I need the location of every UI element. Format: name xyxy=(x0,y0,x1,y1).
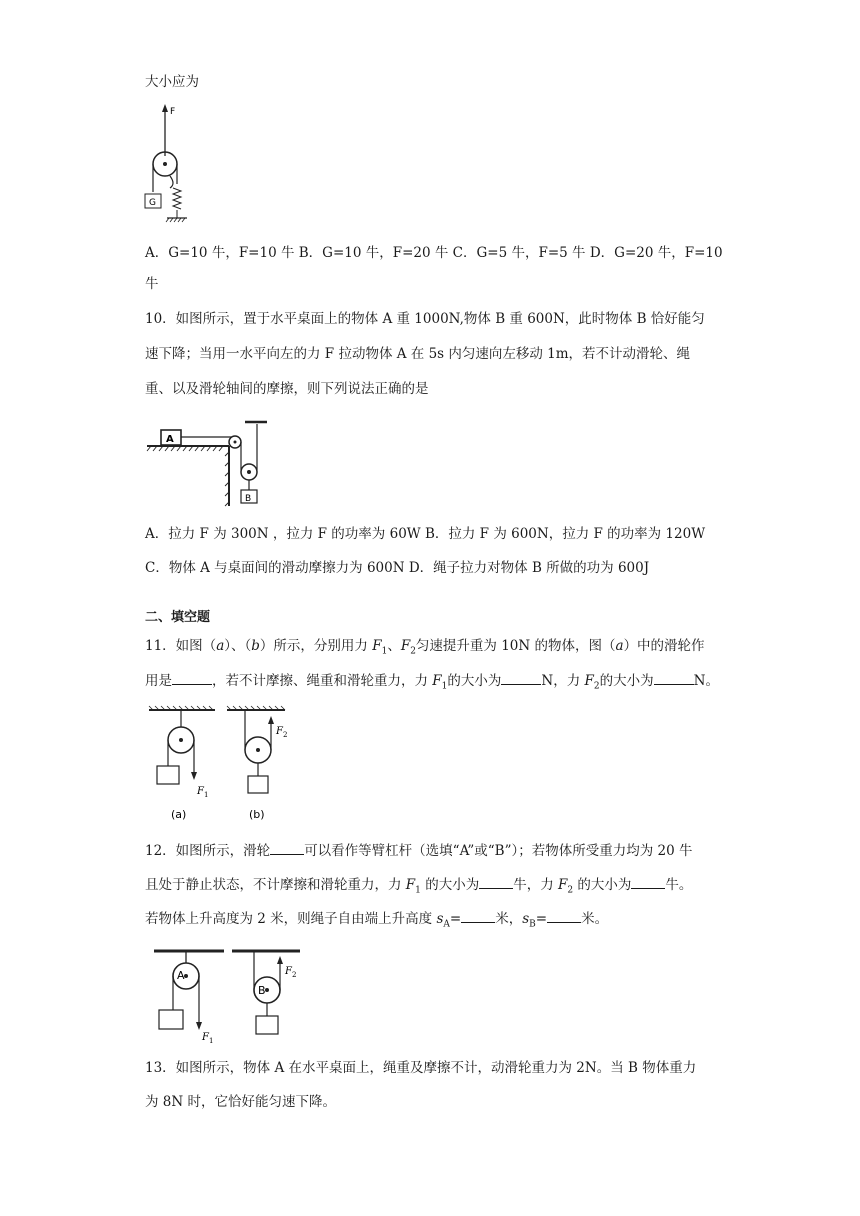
q13-line1: 13．如图所示，物体 A 在水平桌面上，绳重及摩擦不计，动滑轮重力为 2N。当 B 物体重力 xyxy=(145,1060,697,1076)
q9-options-line: A．G=10 牛，F=10 牛 B．G=10 牛，F=20 牛 C．G=5 牛，F=5 牛 D．G=20 牛，F=10 xyxy=(145,245,723,261)
q9-pulley-figure xyxy=(140,100,210,228)
q12-blank-1[interactable] xyxy=(270,840,304,855)
q11-line2: 用是 ，若不计摩擦、绳重和滑轮重力，力 $F_1$的大小为 N，力 $F_2$的大小为 N。 xyxy=(145,670,719,697)
q11-caption-a: (a) xyxy=(171,808,187,821)
q10-options-row1: A．拉力 F 为 300N ，拉力 F 的功率为 60W B．拉力 F 为 600N，拉力 F 的功率为 120W xyxy=(145,526,706,542)
q10-line2: 速下降；当用一水平向左的力 F 拉动物体 A 在 5s 内匀速向左移动 1m，若不计动滑轮、绳 xyxy=(145,346,691,362)
q11-blank-3[interactable] xyxy=(654,670,694,685)
svg-text:2: 2 xyxy=(283,731,288,739)
q11-blank-1[interactable] xyxy=(172,670,212,685)
q9-options-wrap: 牛 xyxy=(145,276,159,292)
q12-blank-4[interactable] xyxy=(461,908,495,923)
q10-line1: 10．如图所示，置于水平桌面上的物体 A 重 1000N,物体 B 重 600N，此时物体 B 恰好能匀 xyxy=(145,311,705,327)
q10-options-row2: C．物体 A 与桌面间的滑动摩擦力为 600N D．绳子拉力对物体 B 所做的功为 600J xyxy=(145,560,650,576)
q12-line2: 且处于静止状态，不计摩擦和滑轮重力，力 $F_1$ 的大小为 牛，力 $F_2$ 的大小为 牛。 xyxy=(145,874,692,901)
q11-caption-b: (b) xyxy=(249,808,265,821)
svg-text:1: 1 xyxy=(204,791,209,799)
q12-figure xyxy=(150,946,310,1046)
q13-line2: 为 8N 时，它恰好能匀速下降。 xyxy=(145,1094,336,1110)
q12-blank-2[interactable] xyxy=(479,874,513,889)
q10-label-B: B xyxy=(245,494,252,504)
q9-label-F: F xyxy=(170,107,176,117)
section-title: 二、填空题 xyxy=(145,610,211,625)
q12-blank-3[interactable] xyxy=(631,874,665,889)
q11-fig-F2: F xyxy=(276,726,283,737)
q10-line3: 重、以及滑轮轴间的摩擦，则下列说法正确的是 xyxy=(145,381,429,397)
q11-line1: 11．如图（a）、（b）所示，分别用力 $F_1$、$F_2$匀速提升重为 10N 的物体，图（a）中的滑轮作 xyxy=(145,638,705,657)
q11-figure xyxy=(145,704,305,826)
q11-fig-F1: F xyxy=(197,786,204,797)
q10-label-A: A xyxy=(166,434,174,445)
q9-intro-tail: 大小应为 xyxy=(145,74,199,90)
q12-fig-label-B: B xyxy=(258,984,266,997)
q12-line1: 12．如图所示，滑轮 可以看作等臂杠杆（选填“A”或“B”）；若物体所受重力均为 20 牛 xyxy=(145,840,693,861)
q9-label-G: G xyxy=(149,198,156,208)
q12-blank-5[interactable] xyxy=(547,908,581,923)
svg-text:1: 1 xyxy=(209,1037,214,1045)
svg-text:F: F xyxy=(202,1032,209,1043)
q10-figure xyxy=(145,418,270,510)
q12-fig-label-A: A xyxy=(177,969,185,982)
svg-text:F: F xyxy=(285,966,292,977)
q12-line3: 若物体上升高度为 2 米，则绳子自由端上升高度 $s_A=$ 米，$s_B=$ 米。 xyxy=(145,908,608,935)
svg-text:2: 2 xyxy=(292,971,297,979)
q11-blank-2[interactable] xyxy=(501,670,541,685)
